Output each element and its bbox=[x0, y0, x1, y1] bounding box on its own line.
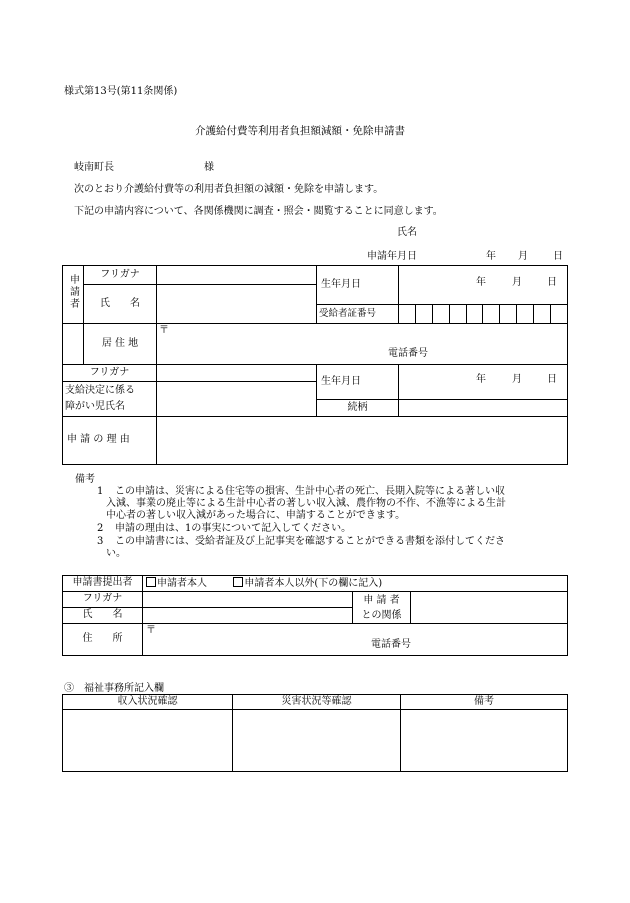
apply-date-month: 月 bbox=[518, 251, 528, 262]
applicant-birth-field[interactable] bbox=[399, 266, 568, 305]
submitter-self-checkbox[interactable] bbox=[146, 577, 156, 587]
submitter-label: 申請書提出者 bbox=[63, 576, 143, 592]
apply-date-year: 年 bbox=[486, 251, 496, 262]
welfare-table bbox=[62, 694, 568, 772]
reason-field[interactable] bbox=[157, 417, 568, 465]
remark-3-line2: い。 bbox=[106, 548, 126, 559]
form-number: 様式第13号(第11条関係) bbox=[64, 86, 178, 97]
submitter-relation-line2: との関係 bbox=[361, 609, 402, 621]
cert-number-label: 受給者証番号 bbox=[317, 305, 399, 324]
child-name-label-line1: 支給決定に係る bbox=[65, 385, 135, 396]
child-name-field[interactable] bbox=[157, 382, 317, 417]
applicant-birth-day: 日 bbox=[547, 277, 557, 288]
applicant-address-field[interactable] bbox=[157, 324, 568, 365]
remark-3-number: 3 bbox=[97, 536, 104, 547]
submitter-furigana-field[interactable] bbox=[143, 592, 353, 608]
statement-apply: 次のとおり介護給付費等の利用者負担額の減額・免除を申請します。 bbox=[74, 184, 384, 195]
applicant-furigana-field[interactable] bbox=[157, 266, 317, 285]
child-relation-label: 続柄 bbox=[317, 400, 399, 417]
remark-1-line2: 入減、事業の廃止等による生計中心者の著しい収入減、農作物の不作、不漁等による生計 bbox=[106, 498, 506, 509]
cert-number-boxes[interactable] bbox=[399, 305, 568, 324]
applicant-phone-label: 電話番号 bbox=[388, 348, 428, 359]
child-birth-label: 生年月日 bbox=[317, 365, 399, 400]
remark-2-number: 2 bbox=[97, 523, 104, 534]
submitter-relation-field[interactable] bbox=[411, 592, 568, 624]
apply-date-day: 日 bbox=[553, 251, 563, 262]
child-furigana-field[interactable] bbox=[157, 365, 317, 382]
applicant-furigana-label: フリガナ bbox=[84, 266, 157, 285]
apply-date-label: 申請年月日 bbox=[367, 251, 417, 262]
submitter-address-label: 住 所 bbox=[63, 624, 143, 656]
welfare-remarks-header: 備考 bbox=[401, 695, 568, 710]
submitter-other-label: 申請者本人以外(下の欄に記入) bbox=[244, 577, 383, 589]
child-relation-field[interactable] bbox=[399, 400, 568, 417]
child-furigana-label: フリガナ bbox=[63, 365, 157, 382]
applicant-birth-year: 年 bbox=[476, 277, 486, 288]
submitter-address-field[interactable] bbox=[143, 624, 568, 656]
submitter-postal-mark: 〒 bbox=[146, 625, 156, 636]
child-name-label-line2: 障がい児氏名 bbox=[65, 401, 125, 412]
form-title: 介護給付費等利用者負担額減額・免除申請書 bbox=[195, 125, 405, 137]
signature-name-label: 氏名 bbox=[397, 227, 417, 238]
addressee: 岐南町長 bbox=[74, 162, 114, 173]
reason-label: 申 請 の 理 由 bbox=[63, 417, 157, 465]
child-birth-year: 年 bbox=[476, 374, 486, 385]
submitter-phone-label: 電話番号 bbox=[371, 639, 411, 650]
income-check-header: 収入状況確認 bbox=[63, 695, 233, 710]
submitter-relation-label bbox=[353, 592, 411, 624]
submitter-table bbox=[62, 575, 568, 656]
applicant-birth-month: 月 bbox=[512, 277, 522, 288]
child-name-label bbox=[63, 382, 157, 417]
applicant-postal-mark: 〒 bbox=[159, 325, 169, 336]
welfare-remarks-field[interactable] bbox=[401, 710, 568, 772]
submitter-relation-line1: 申 請 者 bbox=[363, 594, 400, 606]
applicant-birth-label: 生年月日 bbox=[317, 266, 399, 305]
submitter-name-field[interactable] bbox=[143, 608, 353, 624]
submitter-self-label: 申請者本人 bbox=[157, 577, 207, 589]
applicant-table bbox=[62, 265, 568, 465]
remark-1-number: 1 bbox=[97, 486, 104, 497]
applicant-name-label: 氏 名 bbox=[84, 285, 157, 324]
remarks-heading: 備考 bbox=[75, 474, 95, 485]
submitter-options bbox=[143, 576, 568, 592]
child-birth-day: 日 bbox=[547, 374, 557, 385]
submitter-name-label: 氏 名 bbox=[63, 608, 143, 624]
remark-1-line3: 中心者の著しい収入減があった場合に、申請することができます。 bbox=[106, 510, 406, 521]
applicant-side-label: 申請者 bbox=[63, 266, 84, 324]
statement-consent: 下記の申請内容について、各関係機関に調査・照会・閲覧することに同意します。 bbox=[74, 206, 443, 217]
remark-1-line1: この申請は、災害による住宅等の損害、生計中心者の死亡、長期入院等による著しい収 bbox=[115, 486, 505, 497]
submitter-furigana-label: フリガナ bbox=[63, 592, 143, 608]
remark-3-line1: この申請書には、受給者証及び上記事実を確認することができる書類を添付してくださ bbox=[115, 536, 505, 547]
submitter-other-checkbox[interactable] bbox=[233, 577, 243, 587]
applicant-name-field[interactable] bbox=[157, 285, 317, 324]
disaster-check-field[interactable] bbox=[233, 710, 401, 772]
welfare-heading: ③ 福祉事務所記入欄 bbox=[64, 683, 164, 694]
applicant-address-label: 居 住 地 bbox=[84, 324, 157, 365]
child-birth-field[interactable] bbox=[399, 365, 568, 400]
remark-2-text: 申請の理由は、1の事実について記入してください。 bbox=[115, 523, 352, 534]
disaster-check-header: 災害状況等確認 bbox=[233, 695, 401, 710]
income-check-field[interactable] bbox=[63, 710, 233, 772]
honorific: 様 bbox=[204, 162, 214, 173]
child-birth-month: 月 bbox=[512, 374, 522, 385]
